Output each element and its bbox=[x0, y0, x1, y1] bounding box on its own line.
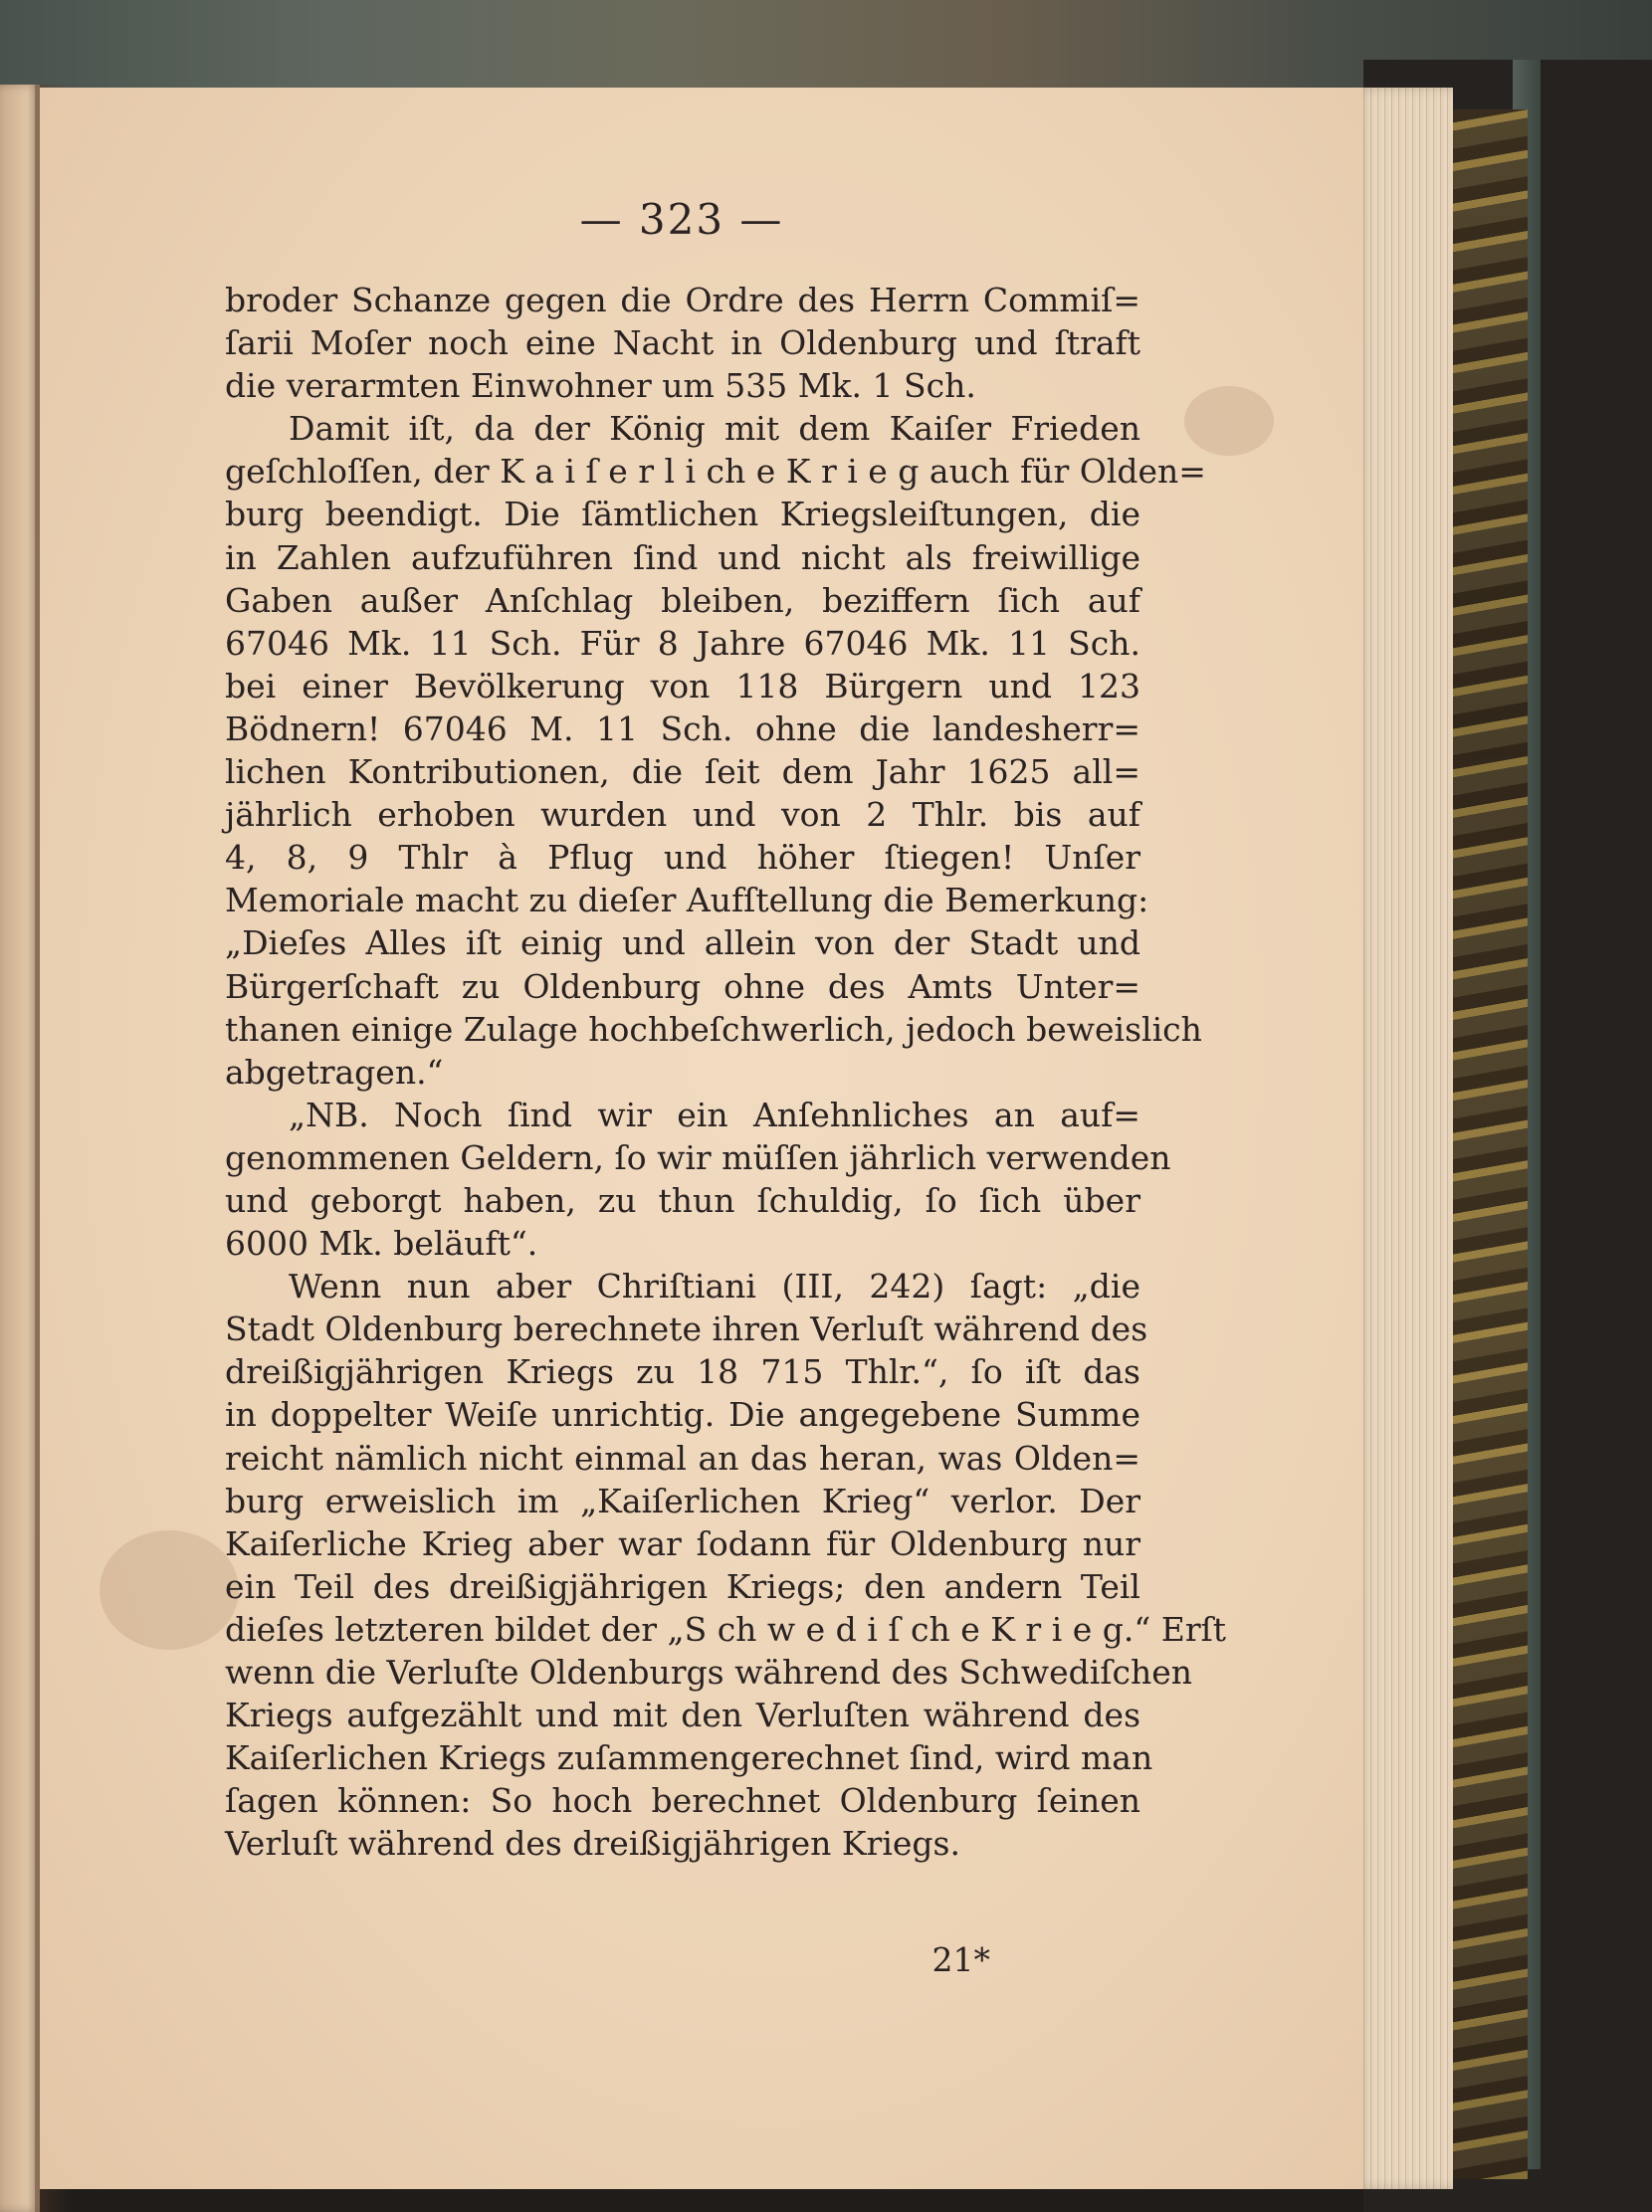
text-line: Damit iſt, da der König mit dem Kaiſer Frieden bbox=[289, 409, 1140, 449]
printer-signature-mark: 21* bbox=[931, 1940, 990, 1979]
text-line: dieſes letzteren bildet der „S ch w e d i ſ ch e K r i e g.“ Erſt bbox=[225, 1609, 1227, 1649]
text-line: die verarmten Einwohner um 535 Mk. 1 Sch. bbox=[225, 366, 976, 406]
text-line: lichen Kontributionen, die ſeit dem Jahr 1625 all= bbox=[225, 752, 1140, 792]
text-line: Gaben außer Anſchlag bleiben, beziffern ſich auf bbox=[225, 580, 1140, 620]
text-line: Memoriale macht zu dieſer Aufſtellung die Bemerkung: bbox=[225, 881, 1149, 920]
text-line: 4, 8, 9 Thlr à Pflug und höher ſtiegen! Unſer bbox=[225, 838, 1140, 878]
text-line: und geborgt haben, zu thun ſchuldig, ſo ſich über bbox=[225, 1180, 1140, 1220]
text-line: 6000 Mk. beläuft“. bbox=[225, 1224, 538, 1264]
page-body-text bbox=[225, 279, 1227, 1865]
text-line: in doppelter Weiſe unrichtig. Die angegebene Summe bbox=[225, 1395, 1140, 1435]
previous-page-edge bbox=[0, 85, 40, 2212]
text-line: geſchloſſen, der K a i ſ e r l i ch e K r i e g auch für Olden= bbox=[225, 452, 1206, 492]
paper-stain bbox=[100, 1530, 239, 1650]
text-line: Kriegs aufgezählt und mit den Verluſten während des bbox=[225, 1696, 1140, 1735]
text-line: Wenn nun aber Chriſtiani (III, 242) ſagt: „die bbox=[289, 1267, 1140, 1307]
text-line: ein Teil des dreißigjährigen Kriegs; den andern Teil bbox=[225, 1566, 1140, 1606]
text-line: in Zahlen aufzuführen ſind und nicht als freiwillige bbox=[225, 537, 1140, 577]
text-line: Kaiſerliche Krieg aber war ſodann für Oldenburg nur bbox=[225, 1523, 1140, 1563]
text-line: Bürgerſchaft zu Oldenburg ohne des Amts Unter= bbox=[225, 966, 1140, 1006]
text-line: bei einer Bevölkerung von 118 Bürgern und 123 bbox=[225, 666, 1140, 705]
text-line: ſarii Moſer noch eine Nacht in Oldenburg und ſtraft bbox=[225, 323, 1140, 363]
text-line: reicht nämlich nicht einmal an das heran, was Olden= bbox=[225, 1438, 1140, 1478]
page-edges bbox=[1353, 88, 1453, 2189]
text-line: ſagen können: So hoch berechnet Oldenburg ſeinen bbox=[225, 1781, 1140, 1821]
text-line: abgetragen.“ bbox=[225, 1052, 444, 1092]
text-line: burg beendigt. Die ſämtlichen Kriegsleiſtungen, die bbox=[225, 495, 1140, 534]
text-line: Verluſt während des dreißigjährigen Kriegs. bbox=[225, 1824, 960, 1864]
text-line: wenn die Verluſte Oldenburgs während des Schwediſchen bbox=[225, 1653, 1193, 1692]
text-line: dreißigjährigen Kriegs zu 18 715 Thlr.“, ſo iſt das bbox=[225, 1352, 1140, 1392]
text-line: genommenen Geldern, ſo wir müſſen jährlich verwenden bbox=[225, 1137, 1171, 1177]
paper-stain bbox=[1184, 386, 1274, 456]
text-line: Bödnern! 67046 M. 11 Sch. ohne die landesherr= bbox=[225, 708, 1140, 748]
text-line: Kaiſerlichen Kriegs zuſammengerechnet ſind, wird man bbox=[225, 1738, 1153, 1778]
text-line: Stadt Oldenburg berechnete ihren Verluſt während des bbox=[225, 1309, 1148, 1349]
text-line: „Dieſes Alles iſt einig und allein von der Stadt und bbox=[225, 923, 1140, 963]
text-line: 67046 Mk. 11 Sch. Für 8 Jahre 67046 Mk. 11 Sch. bbox=[225, 623, 1140, 663]
page-number: — 323 — bbox=[579, 195, 784, 244]
text-line: jährlich erhoben wurden und von 2 Thlr. bis auf bbox=[225, 795, 1140, 835]
text-line: burg erweislich im „Kaiſerlichen Krieg“ verlor. Der bbox=[225, 1481, 1140, 1520]
marbled-endpaper bbox=[1448, 109, 1528, 2179]
text-line: broder Schanze gegen die Ordre des Herrn Commiſ= bbox=[225, 281, 1140, 319]
text-line: thanen einige Zulage hochbeſchwerlich, jedoch beweislich bbox=[225, 1009, 1202, 1049]
text-line: „NB. Noch ſind wir ein Anſehnliches an auf= bbox=[289, 1095, 1140, 1134]
